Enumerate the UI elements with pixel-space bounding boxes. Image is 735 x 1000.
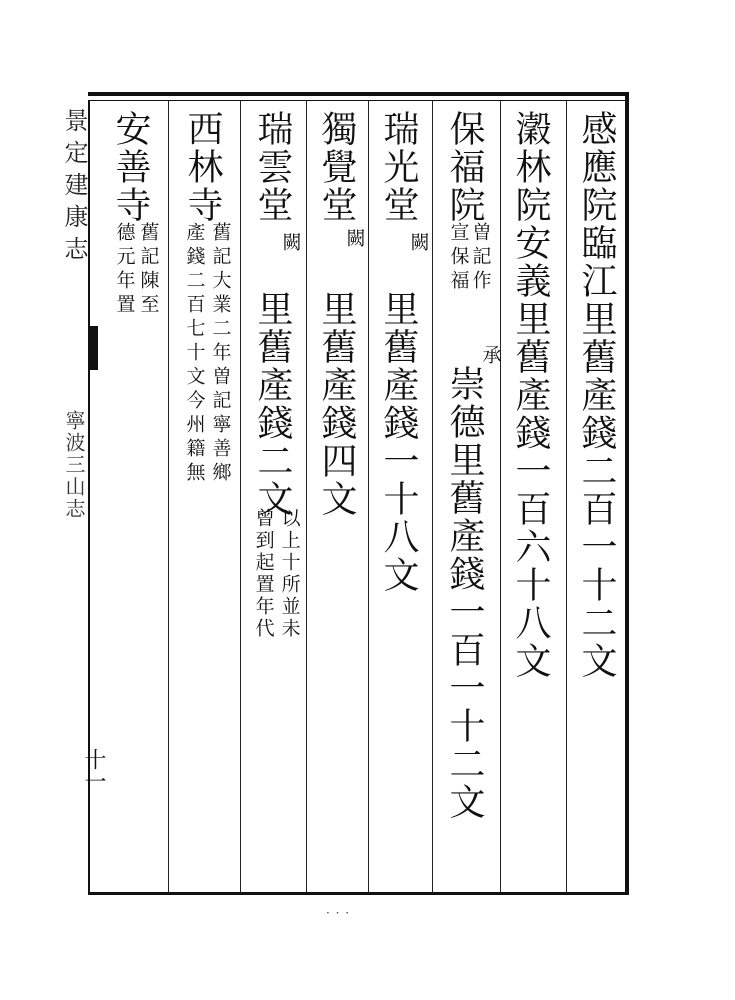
entry-ruiguang-hall-tax: 里舊產錢一十八文: [378, 290, 419, 594]
entry-ruiguang-hall-name: 瑞光堂: [378, 110, 419, 224]
annotation-left: 德元年置: [113, 222, 136, 318]
entry-anshan-temple-name: 安善寺: [110, 110, 151, 224]
annotation-left: 曾到起置年代: [252, 508, 275, 640]
bottom-mark: · · ·: [326, 906, 351, 920]
annotation-left: 產錢二百七十文今州籍無: [183, 222, 206, 486]
annotation-missing: 闕: [279, 232, 302, 256]
folio-number: 十一: [81, 748, 106, 792]
column-rule: [240, 100, 241, 892]
entry-ganying-temple: 感應院臨江里舊產錢二百一十二文: [576, 110, 617, 680]
entry-ruiyun-hall-name: 瑞雲堂: [252, 110, 293, 224]
entry-dujue-hall-name: 獨覺堂: [316, 110, 357, 224]
fishtail-mark: [88, 326, 98, 370]
gutter-volume-title: 寧波三山志: [62, 410, 86, 520]
annotation-right: 舊記大業二年曽記寧善鄉: [209, 222, 232, 486]
annotation-right: 舊記陳至: [137, 222, 160, 318]
annotation-single: 承: [479, 345, 502, 369]
frame-right-border: [625, 92, 629, 895]
column-rule: [432, 100, 433, 892]
annotation-missing: 闕: [343, 228, 366, 252]
entry-baofu-temple-tax: 崇德里舊產錢一百一十二文: [444, 365, 485, 821]
entry-baofu-temple-name: 保福院: [444, 110, 485, 224]
frame-top-border: [88, 92, 628, 96]
annotation-right: 以上十所並未: [278, 508, 301, 640]
entry-ruiyun-hall-tax: 里舊產錢二文: [252, 290, 293, 518]
gutter-book-title: 景定建康志: [60, 108, 88, 268]
entry-xilin-temple-name: 西林寺: [182, 110, 223, 224]
column-rule: [306, 100, 307, 892]
column-rule: [566, 100, 567, 892]
entry-huilin-temple: 瀔林院安義里舊產錢一百六十八文: [510, 110, 551, 680]
frame-top-inner-border: [88, 100, 628, 101]
column-rule: [168, 100, 169, 892]
frame-bottom-border: [88, 892, 628, 895]
annotation-missing: 闕: [407, 232, 430, 256]
column-rule: [500, 100, 501, 892]
entry-dujue-hall-tax: 里舊產錢四文: [316, 290, 357, 518]
annotation-left: 宣保福: [447, 222, 470, 294]
annotation-right: 曽記作: [469, 222, 492, 294]
column-rule: [368, 100, 369, 892]
